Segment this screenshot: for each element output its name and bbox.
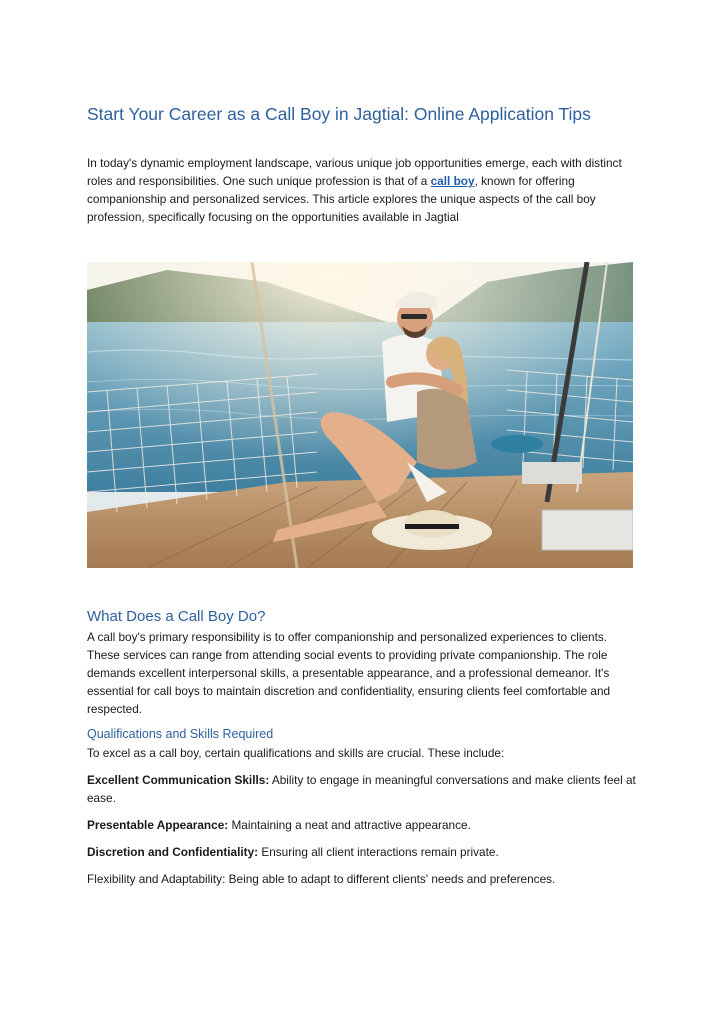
list-item [87,816,639,834]
intro-text-before-link: In today's dynamic employment landscape, various unique job opportunities emerge, each with distinct roles and responsibilities. One such unique profession is that of a [87,156,622,188]
list-item [87,870,639,888]
intro-paragraph [87,154,639,226]
section-body-what-does: A call boy's primary responsibility is to offer companionship and personalized experiences to clients. These services can range from attending social events to providing private companionship. The role demands excellent interpersonal skills, a presentable appearance, and a professional demeanor. It's essential for call boys to maintain discretion and confidentiality, ensuring clients feel comfortable and respected. [87,630,611,716]
list-item-label: Discretion and Confidentiality: [87,845,259,859]
list-item-text: Flexibility and Adaptability: Being able to adapt to different clients' needs and preferences. [87,872,556,886]
list-item [87,771,639,807]
section-heading-qualifications: Qualifications and Skills Required [87,727,274,741]
couple-on-sailboat-photo [87,262,633,568]
list-item-label: Excellent Communication Skills: [87,773,270,787]
list-item-text: Ensuring all client interactions remain private. [258,845,499,859]
article-title: Start Your Career as a Call Boy in Jagtial: Online Application Tips [87,104,591,124]
list-item-text: Ability to engage in meaningful conversations and make clients feel at ease. [87,773,636,805]
list-item [87,843,639,861]
intro-text-after-link: , known for offering companionship and personalized services. This article explores the unique aspects of the call boy profession, specifically focusing on the opportunities available in Jagtial [87,174,596,224]
call-boy-link[interactable]: call boy [430,174,475,188]
section-body-qualifications: To excel as a call boy, certain qualifications and skills are crucial. These include: [87,746,505,760]
section-heading-what-does: What Does a Call Boy Do? [87,608,266,625]
list-item-text: Maintaining a neat and attractive appearance. [228,818,471,832]
list-item-label: Presentable Appearance: [87,818,229,832]
